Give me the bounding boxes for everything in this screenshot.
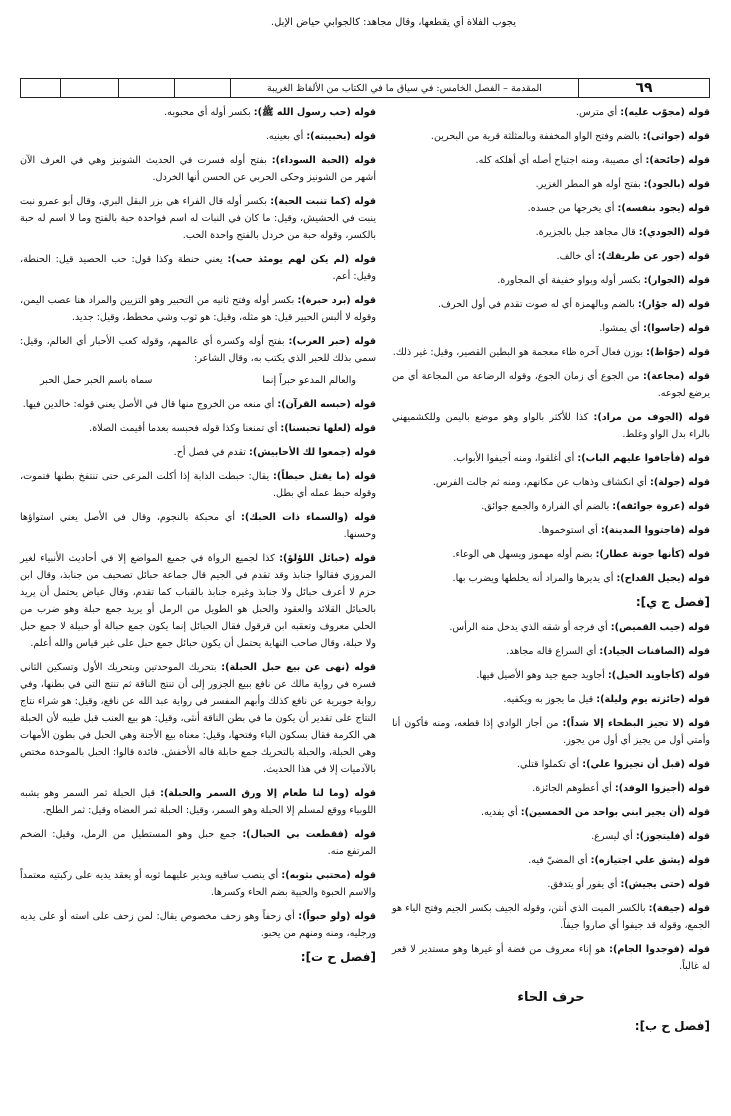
glossary-entry <box>20 785 376 819</box>
verse-hemistich: والعالم المدعو حبراً إنما <box>262 375 356 386</box>
glossary-entry <box>20 420 376 437</box>
poetry-verse <box>20 372 376 389</box>
glossary-entry <box>20 826 376 860</box>
glossary-entry <box>20 396 376 413</box>
entry-keyword: قوله (محتبي بثوبه): <box>281 870 376 881</box>
glossary-entry <box>20 251 376 285</box>
entry-definition: أي انكشاف وذهاب عن مكانهم، ومنه ثم جالت الفرس. <box>432 477 650 488</box>
entry-keyword: قوله (كما تنبت الحبة): <box>270 196 376 207</box>
glossary-entry <box>20 468 376 502</box>
entry-keyword: قوله (لا تجيز البطحاء إلا شداً): <box>562 718 710 729</box>
entry-keyword: قوله (برد حبرة): <box>297 295 376 306</box>
entry-definition: أي السراع قاله مجاهد. <box>506 646 600 657</box>
glossary-entry <box>392 570 710 587</box>
entry-keyword: قوله (وما لنا طعام إلا ورق السمر والحبلة): <box>160 788 377 799</box>
entry-definition: بالضم وفتح الواو المخففة وبالمثلثة قرية من البحرين. <box>430 131 643 142</box>
left-column <box>20 104 376 974</box>
entry-keyword: قوله (له جؤار): <box>637 299 710 310</box>
entry-definition: من أجاز الوادي إذا قطعه، ومنه فأكون أنا وأمتي أول من يجيز أي أول من يجوز. <box>392 718 710 746</box>
entry-keyword: قوله (حبائل اللؤلؤ): <box>279 553 376 564</box>
entry-definition: يعني حنطة وكذا قول: حب الحصيد قيل: الحنطة، وقيل: أعم. <box>20 254 376 282</box>
page-number: ٦٩ <box>635 80 653 96</box>
entry-keyword: قوله (قبل أن تجيزوا علي): <box>582 759 710 770</box>
entry-definition: بفتح أوله فسرت في الحديث الشونيز وهي في العرف الآن أشهر من الشونيز وحكى الحربي عن الحسن أنها الخردل. <box>20 155 376 183</box>
glossary-entry <box>392 224 710 241</box>
glossary-entry <box>392 900 710 934</box>
entry-definition: أي المضيّ فيه. <box>528 855 591 866</box>
glossary-entry <box>20 659 376 778</box>
verse-hemistich: سماه باسم الحبر حمل الحبر <box>40 375 153 386</box>
glossary-entry <box>392 248 710 265</box>
glossary-entry <box>392 296 710 313</box>
glossary-entry <box>392 667 710 684</box>
entry-definition: بوزن فعال آخره ظاء معجمة هو البطين القصير، وقيل: غير ذلك. <box>392 347 647 358</box>
running-title: المقدمة – الفصل الخامس: في سياق ما في الكتاب من الألفاظ الغريبة <box>231 79 579 97</box>
entry-keyword: قوله (نهى عن بيع حبل الحبلة): <box>221 662 376 673</box>
entry-definition: بتحريك الموحدتين وبتحريك الأول وتسكين الثاني فسره في رواية مالك عن نافع ببيع الجزور إلى أن تنتج الناقة ثم تنتج التي في بطنها، وفي رواية جويرية عن نافع كذلك وأبهم المفسر في رواية عبد الله عن نافع، وقيل: هو شراء نتاج النتاج على تقدير أن يكون ما في بطن الناقة أنثى، وقيل: هو بيع العنب قبل طيبه لأن الحبلة هي الكرمة فقال بسكون الباء وفتحها، وقيل: معناه بيع الأجنة وهي الحبل في بطون الأمهات وهي الحبلة، والحبلة بالتحريك جمع حابلة قاله الأخفش. فائدة قالوا: الحبل بالموحدة مختص بالآدميات إلا في هذا الحديث. <box>20 662 376 775</box>
glossary-entry <box>392 200 710 217</box>
glossary-entry <box>392 852 710 869</box>
glossary-entry <box>20 333 376 367</box>
section-heading: [فصل ح ب]: <box>634 1019 710 1033</box>
glossary-entry <box>392 272 710 289</box>
entry-keyword: قوله (يجيل القداح): <box>616 573 710 584</box>
entry-definition: يقال: حبطت الدابة إذا أكلت المرعى حتى تنتفخ بطنها فتموت، وقوله حبط عمله أي بطل. <box>20 471 376 499</box>
entry-keyword: قوله (مجوّب عليه): <box>620 107 710 118</box>
entry-keyword: قوله (لعلها تحبسنا): <box>280 423 376 434</box>
entry-definition: أي خالف. <box>556 251 598 262</box>
entry-definition: بالكسر الميت الذي أنتن، وقوله الجيف بكسر الجيم وفتح الياء هو الجمع، وقوله قد جيفوا أي صاروا جيفاً. <box>392 903 710 931</box>
entry-keyword: قوله (حبسه القرآن): <box>277 399 376 410</box>
entry-definition: أي يفور أو يتدفق. <box>547 879 621 890</box>
glossary-entry <box>20 193 376 244</box>
page-header <box>20 78 710 98</box>
entry-keyword: قوله (حبر العرب): <box>288 336 376 347</box>
entry-keyword: قوله (يشق علي اجتيازه): <box>590 855 710 866</box>
entry-definition: بكسر أوله قال الفراء هي بزر البقل البري، وقال أبو عمرو نبت ينبت في الحشيش، وقيل: ما كان في النبات له اسم فواحدة حبة بالفتح وما لا اسم له حبة بالكسر، وقوله حبة من خردل بالفتح واحدة الحب. <box>20 196 376 241</box>
entry-keyword: قوله (جور عن طريقك): <box>597 251 710 262</box>
entry-definition: أي تمنعنا وكذا قوله فحبسه بعدما أقيمت الصلاة. <box>89 423 281 434</box>
entry-keyword: قوله (جمعوا لك الأحابيش): <box>249 447 376 458</box>
entry-keyword: قوله (لم يكن لهم يومئذ حب): <box>227 254 376 265</box>
entry-definition: بضم أوله مهموز ويسهل هي الوعاء. <box>452 549 596 560</box>
entry-keyword: قوله (جيفة): <box>648 903 711 914</box>
entry-keyword: قوله (بحبيبته): <box>306 131 376 142</box>
entry-definition: أي ينصب ساقيه ويدير عليهما ثوبه أو يعقد يديه على ركبتيه معتمداً والاسم الحبوة والحبية بضم الحاء وكسرها. <box>20 870 376 898</box>
entry-definition: تقدم في فصل أح. <box>173 447 250 458</box>
entry-keyword: قوله (الجودي): <box>638 227 710 238</box>
header-cell-empty <box>175 79 231 97</box>
entry-definition: كذا لجميع الرواة في جميع المواضع إلا في أحاديث الأنبياء لغير المروزي فقالوا جنابذ وقد تقدم في الجيم قال جماعة حبائل تصحيف من جنابذ، وقال ابن حزم لا أعرف حبائل ولا جنابذ وغيره جنابذ بالقباب كما تقدم، وقال عياض يحتمل أن يريد بالحبائل القلائد والعقود والحبل هو الطويل من الرمل أو يريد جمع حبلة وهو ضرب من الحلي معروف وتعقبه ابن قرقول فقال الحبائل إنما يكون جمع حبالة أو حبيلة لا جمع حبل ولا حبلة، وقال صاحب النهاية يحتمل أن يكون حبائل جمع حبل على غير قياس والله أعلم. <box>20 553 376 649</box>
section-heading: [فصل ح ت]: <box>300 950 376 964</box>
glossary-entry <box>392 876 710 893</box>
glossary-entry <box>20 509 376 543</box>
entry-definition: أي مترس. <box>575 107 621 118</box>
header-cell-empty <box>61 79 119 97</box>
entry-definition: أي تكملوا قتلي. <box>516 759 583 770</box>
entry-keyword: قوله (أن يجير ابني بواحد من الخمسين): <box>520 807 710 818</box>
entry-definition: أي فرجه أو شقه الذي يدخل منه الرأس. <box>449 622 611 633</box>
entry-definition: أي منعه من الخروج منها قال في الأصل يعني قوله: خالدين فيها. <box>22 399 278 410</box>
entry-definition: قيل الحبلة ثمر السمر وهو يشبه اللوبياء ووقع لمسلم إلا الحبلة وهو السمر، وقيل: الحبلة ثمر العضاه وقيل: ثمر الطلح. <box>20 788 376 816</box>
entry-definition: بالضم أي الفرارة والجمع جوائق. <box>481 501 613 512</box>
glossary-entry <box>20 908 376 942</box>
entry-keyword: قوله (فوجدوا الجام): <box>609 944 710 955</box>
entry-keyword: قوله (فأجافوا عليهم الباب): <box>577 453 710 464</box>
glossary-entry <box>392 128 710 145</box>
glossary-entry <box>20 152 376 186</box>
glossary-entry <box>392 619 710 636</box>
right-column <box>392 104 710 1043</box>
entry-definition: قيل ما يجوز به ويكفيه. <box>503 694 597 705</box>
header-cell-empty <box>119 79 175 97</box>
glossary-entry <box>392 104 710 121</box>
entry-keyword: قوله (جيب القميص): <box>610 622 710 633</box>
entry-keyword: قوله (جائزته يوم وليلة): <box>596 694 710 705</box>
entry-keyword: قوله (جائحة): <box>645 155 710 166</box>
entry-definition: أي يخرجها من جسده. <box>527 203 618 214</box>
entry-keyword: قوله (الحبة السوداء): <box>271 155 377 166</box>
glossary-entry <box>20 292 376 326</box>
entry-definition: من الجوع أي زمان الجوع، وقوله الرضاعة من المجاعة أي من يرضع لجوعه. <box>392 371 710 399</box>
entry-definition: أي زحفاً وهو زحف مخصوص يقال: لمن زحف على استه أو على يديه ورجليه، ومنه ومنهم من يحبو. <box>20 911 376 939</box>
glossary-entry <box>392 368 710 402</box>
glossary-entry <box>20 128 376 145</box>
glossary-entry <box>392 522 710 539</box>
entry-keyword: قوله (يجود بنفسه): <box>617 203 710 214</box>
entry-keyword: قوله (جوّاظ): <box>646 347 710 358</box>
glossary-entry <box>392 498 710 515</box>
entry-definition: أي بعينيه. <box>265 131 307 142</box>
glossary-entry <box>392 320 710 337</box>
entry-definition: بكسر أوله أي محبوبه. <box>164 107 254 118</box>
entry-keyword: قوله (جاسوا): <box>643 323 710 334</box>
glossary-entry <box>392 546 710 563</box>
entry-keyword: قوله (جولة): <box>649 477 710 488</box>
entry-definition: أي محبكة بالنجوم، وقال في الأصل يعني استواؤها وحسنها. <box>20 512 376 540</box>
entry-keyword: قوله (حب رسول الله ﷺ): <box>253 107 376 118</box>
glossary-entry <box>392 828 710 845</box>
entry-keyword: قوله (كأجاويد الخيل): <box>607 670 710 681</box>
entry-definition: جمع حبل وهو المستطيل من الرمل، وقيل: الضخم المرتفع منه. <box>20 829 376 857</box>
glossary-entry <box>20 104 376 121</box>
entry-definition: أي يديرها والمراد أنه يخلطها ويضرب بها. <box>452 573 617 584</box>
entry-definition: بالضم وبالهمزة أي له صوت تقدم في أول الحرف. <box>437 299 638 310</box>
entry-definition: أي أغلقوا، ومنه أجيفوا الأبواب. <box>453 453 578 464</box>
entry-definition: أي يمشوا. <box>599 323 644 334</box>
entry-keyword: قوله (بالجود): <box>643 179 710 190</box>
entry-keyword: قوله (فقطعت بي الحبال): <box>242 829 377 840</box>
glossary-entry <box>392 643 710 660</box>
glossary-entry <box>20 550 376 652</box>
entry-definition: قال مجاهد جبل بالجزيرة. <box>535 227 639 238</box>
glossary-entry <box>392 715 710 749</box>
entry-definition: أي ليسرع. <box>591 831 636 842</box>
entry-keyword: قوله (أجيزوا الوفد): <box>614 783 710 794</box>
glossary-entry <box>392 941 710 975</box>
entry-keyword: قوله (فليتجوز): <box>635 831 710 842</box>
entry-definition: أي استوخموها. <box>538 525 601 536</box>
entry-definition: بكسر أوله وفتح ثانيه من التحبير وهو التزيين والمراد هنا عصب اليمن، وقوله لا ألبس الحبير قيل: هو مثله، وقيل: هو ثوب وشي مخطط، وقيل: جديد. <box>20 295 376 323</box>
entry-keyword: قوله (عروة جوائفه): <box>612 501 710 512</box>
top-continuation-line: يجوب الفلاة أي يقطعها، وقال مجاهد: كالجوابي حياض الإبل. <box>270 17 516 28</box>
entry-keyword: قوله (ولو حبواً): <box>298 911 376 922</box>
glossary-entry <box>392 756 710 773</box>
glossary-entry <box>20 867 376 901</box>
glossary-entry <box>392 474 710 491</box>
glossary-entry <box>392 450 710 467</box>
entry-definition: كذا للأكثر بالواو وهو موضع باليمن وللكشميهني بالراء بدل الواو وغلط. <box>392 412 710 440</box>
entry-keyword: قوله (الصافنات الجياد): <box>599 646 710 657</box>
entry-keyword: قوله (الجوف من مراد): <box>593 412 710 423</box>
glossary-entry <box>20 444 376 461</box>
entry-definition: أي مصيبة، ومنه اجتياح أصله أي أهلكه كله. <box>475 155 646 166</box>
entry-keyword: قوله (حتى يجيش): <box>620 879 710 890</box>
entry-definition: بفتح أوله هو المطر الغزير. <box>535 179 644 190</box>
glossary-entry <box>392 176 710 193</box>
entry-keyword: قوله (الجوار): <box>643 275 710 286</box>
glossary-entry <box>392 780 710 797</box>
entry-definition: بفتح أوله وكسره أي عالمهم، وقوله كعب الأحبار أي العالم، وقيل: سمي بذلك للحبر الذي يكتب به، وقال الشاعر: <box>20 336 376 364</box>
entry-definition: بكسر أوله وبواو خفيفة أي المجاورة. <box>497 275 644 286</box>
entry-keyword: قوله (ما يقتل حبطاً): <box>273 471 376 482</box>
glossary-entry <box>392 344 710 361</box>
header-cell-empty <box>21 79 61 97</box>
letter-heading: حرف الحاء <box>517 990 585 1005</box>
entry-keyword: قوله (جواثى): <box>642 131 710 142</box>
glossary-entry <box>392 409 710 443</box>
entry-definition: أي أعطوهم الجائزة. <box>532 783 615 794</box>
entry-definition: هو إناء معروف من فضة أو غيرها وهو مستدير لا قعر له غالباً. <box>392 944 710 972</box>
glossary-entry <box>392 152 710 169</box>
entry-keyword: قوله (والسماء ذات الحبك): <box>241 512 377 523</box>
section-heading: [فصل ج ي]: <box>635 595 710 609</box>
glossary-entry <box>392 804 710 821</box>
entry-keyword: قوله (فاجتووا المدينة): <box>600 525 710 536</box>
glossary-entry <box>392 691 710 708</box>
entry-definition: أجاويد جمع جيد وهو الأصيل فيها. <box>476 670 608 681</box>
entry-definition: أي يفديه. <box>481 807 521 818</box>
entry-keyword: قوله (مجاعة): <box>642 371 710 382</box>
entry-keyword: قوله (كأنها جونة عطار): <box>595 549 710 560</box>
